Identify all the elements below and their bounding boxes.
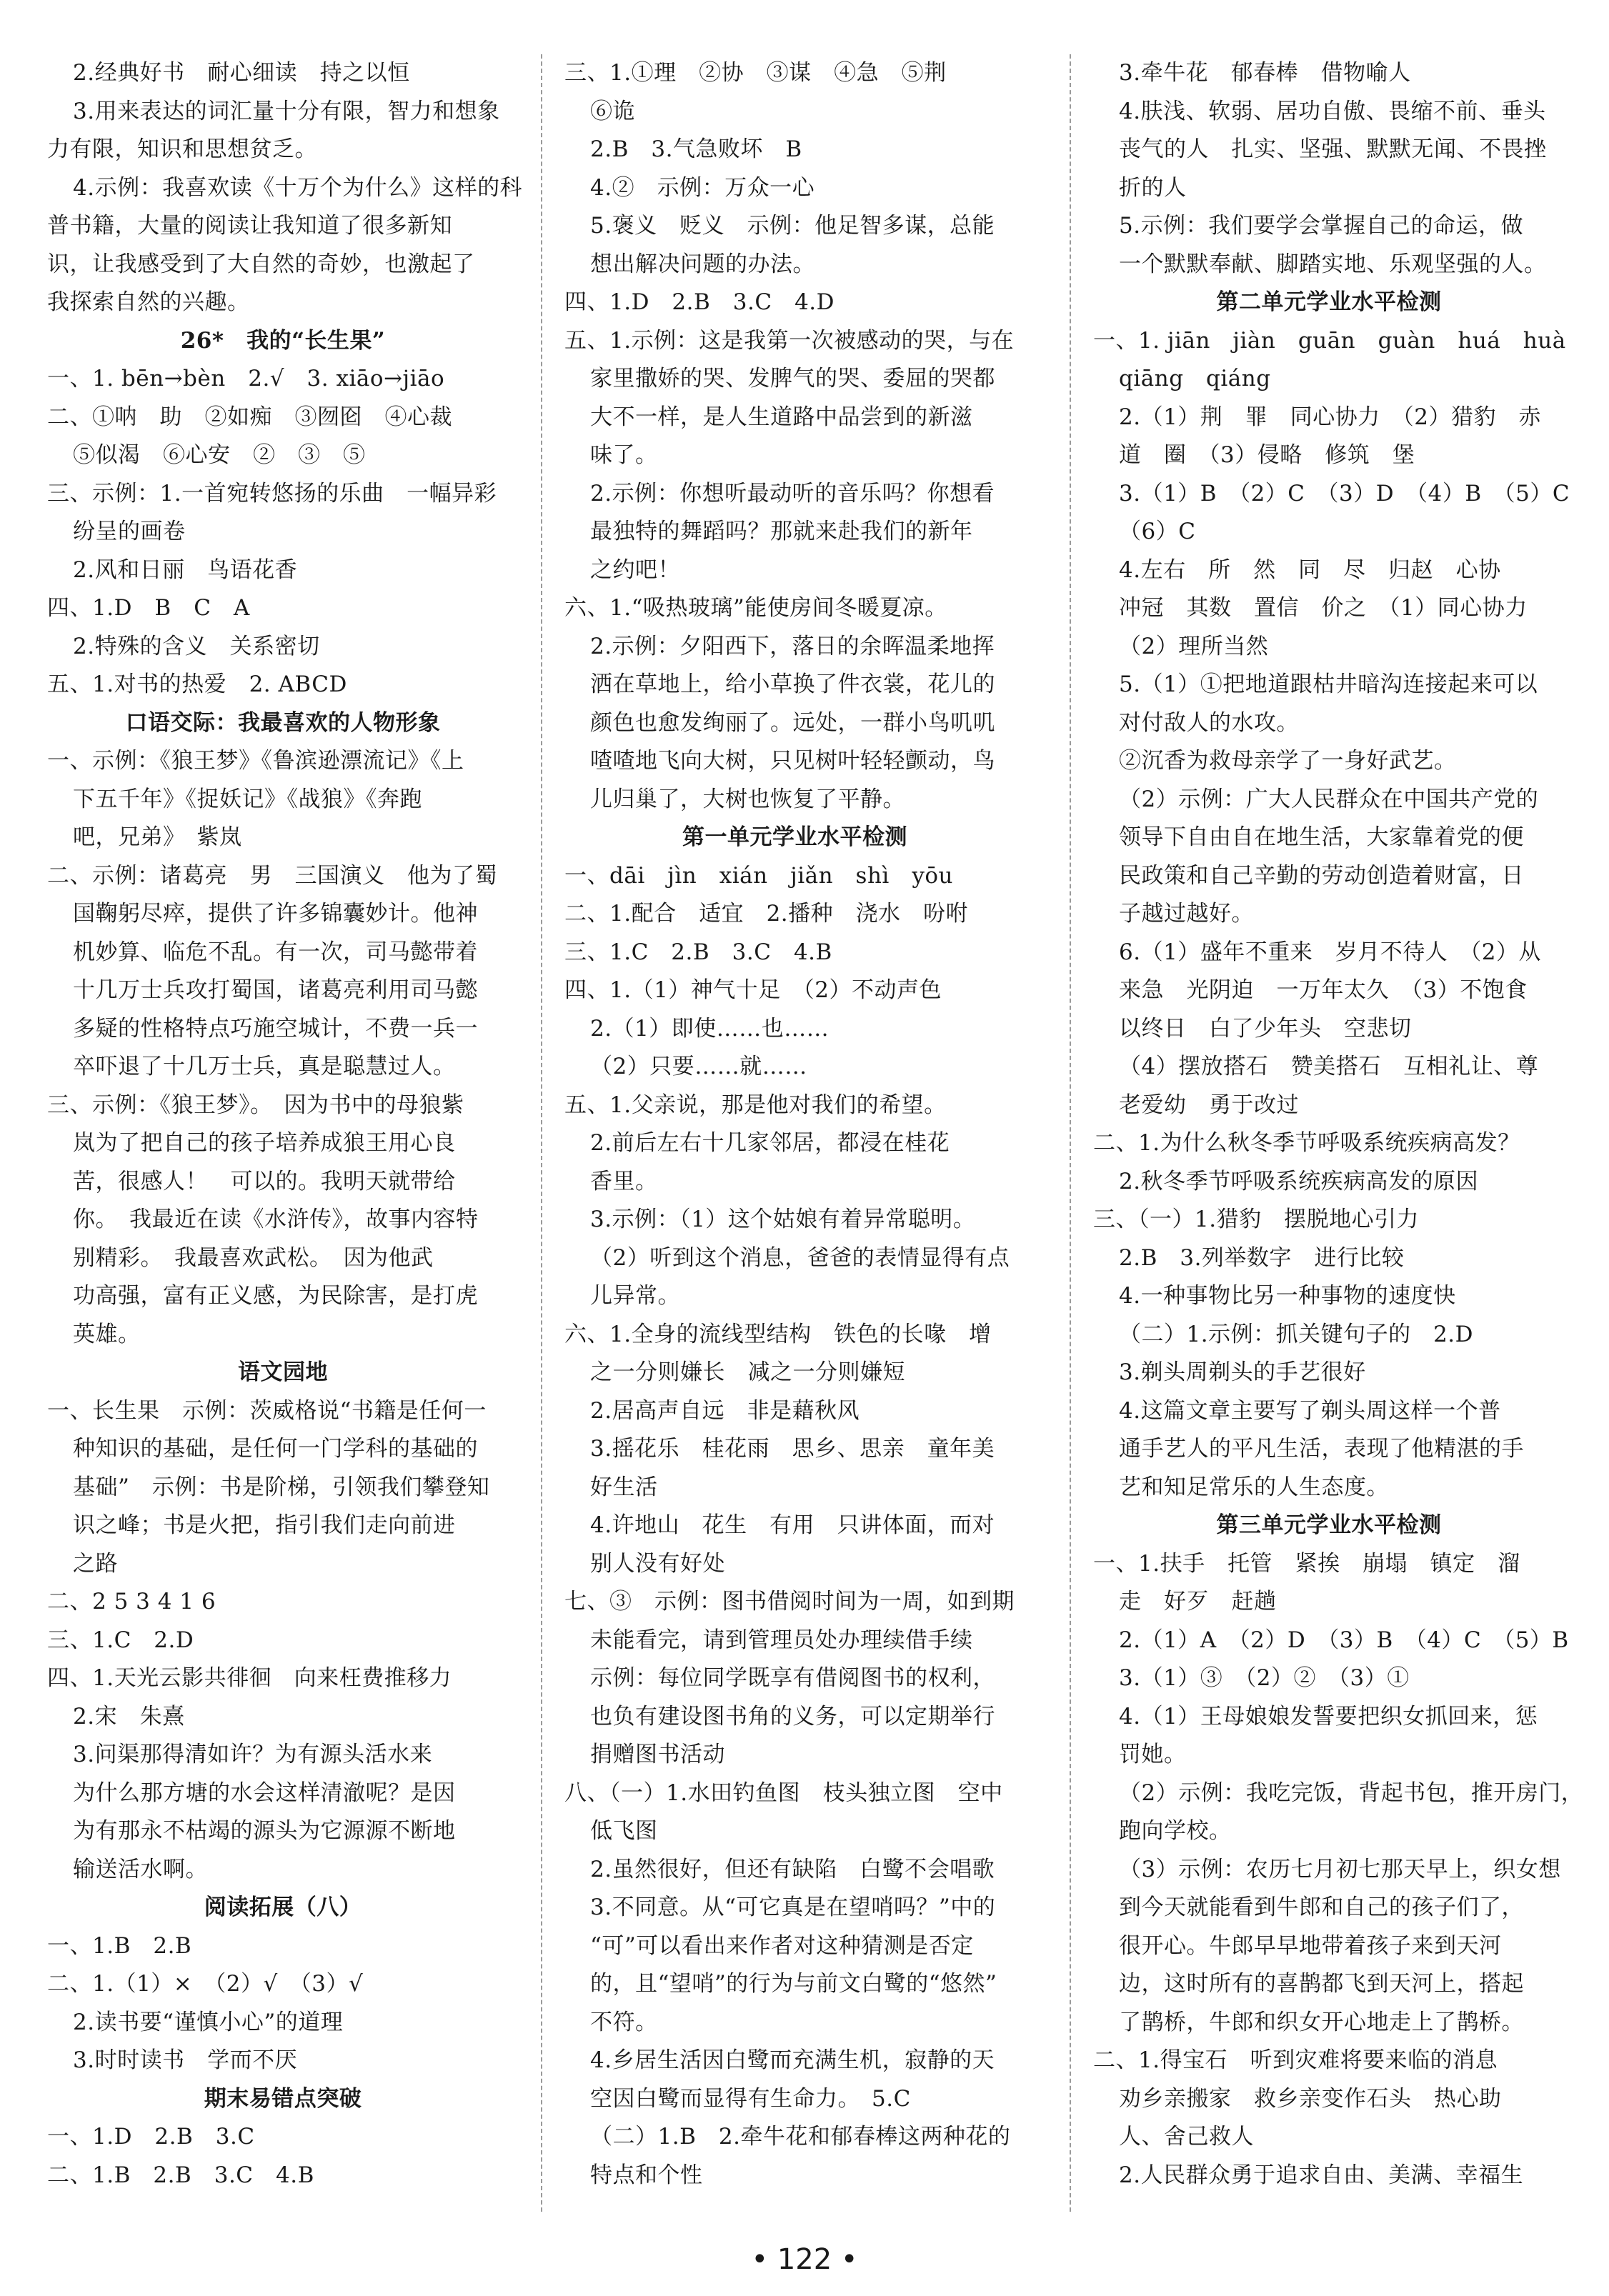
answer-line: 4.左右 所 然 同 尽 归赵 心协 <box>1119 556 1501 583</box>
answer-line: 卒吓退了十几万士兵，真是聪慧过人。 <box>73 1054 456 1079</box>
answer-line: 四、1.（1）神气十足 （2）不动声色 <box>564 977 942 1003</box>
answer-line: 识，让我感受到了大自然的奇妙，也激起了 <box>47 251 475 277</box>
answer-line: 2.示例：你想听最动听的音乐吗？你想看 <box>590 480 995 506</box>
answer-line: 功高强，富有正义感，为民除害，是打虎 <box>73 1283 478 1309</box>
answer-line: 为有那永不枯竭的源头为它源源不断地 <box>73 1818 456 1844</box>
answer-line: （2）理所当然 <box>1119 633 1269 659</box>
answer-line: 一、示例：《狼王梦》《鲁滨逊漂流记》《上 <box>47 748 464 774</box>
answer-line: 2.宋 朱熹 <box>73 1703 185 1730</box>
answer-line: 特点和个性 <box>590 2162 703 2188</box>
answer-line: 也负有建设图书角的义务，可以定期举行 <box>590 1703 995 1730</box>
answer-line: 一、1. jiān jiàn guān guàn huá huà <box>1093 327 1566 354</box>
answer-line: （4）摆放搭石 赞美搭石 互相礼让、尊 <box>1119 1054 1539 1079</box>
answer-line: 2.居高声自远 非是藉秋风 <box>590 1397 860 1424</box>
answer-line: qiāng qiáng <box>1119 366 1271 391</box>
answer-line: 老爱幼 勇于改过 <box>1119 1092 1299 1118</box>
answer-line: （2）示例：广大人民群众在中国共产党的 <box>1119 786 1539 812</box>
answer-line: 4.② 示例：万众一心 <box>590 174 815 201</box>
answer-line: 2.前后左右十几家邻居，都浸在桂花 <box>590 1130 950 1156</box>
answer-line: 3.（1）B （2）C （3）D （4）B （5）C <box>1119 480 1570 506</box>
answer-line: 三、1.①理 ②协 ③谋 ④急 ⑤荆 <box>564 60 947 86</box>
answer-line: 儿异常。 <box>590 1283 680 1309</box>
answer-line: 走 好歹 赶趟 <box>1119 1589 1277 1614</box>
section-heading: 第一单元学业水平检测 <box>682 824 907 850</box>
answer-line: 五、1.父亲说，那是他对我们的希望。 <box>564 1092 947 1118</box>
page-number: • 122 • <box>751 2243 858 2276</box>
answer-line: 下五千年》《捉妖记》《战狼》《奔跑 <box>73 786 422 812</box>
answer-line: 别人没有好处 <box>590 1550 725 1577</box>
answer-line: 折的人 <box>1119 174 1187 201</box>
answer-line: 好生活 <box>590 1474 658 1500</box>
answer-line: 一、长生果 示例：茨威格说“书籍是任何一 <box>47 1397 487 1424</box>
answer-line: “可”可以看出来作者对这种猜测是否定 <box>590 1932 974 1959</box>
answer-line: 想出解决问题的办法。 <box>590 251 815 277</box>
answer-line: 颜色也愈发绚丽了。远处，一群小鸟叽叽 <box>590 709 995 736</box>
answer-line: ②沉香为救母亲学了一身好武艺。 <box>1119 748 1457 774</box>
answer-line: 机妙算、临危不乱。有一次，司马懿带着 <box>73 939 478 965</box>
answer-line: 五、1.对书的热爱 2. ABCD <box>47 672 347 697</box>
answer-line: 2.秋冬季节呼吸系统疾病高发的原因 <box>1119 1168 1479 1194</box>
answer-line: 岚为了把自己的孩子培养成狼王用心良 <box>73 1130 456 1156</box>
answer-line: 通手艺人的平凡生活，表现了他精湛的手 <box>1119 1436 1524 1462</box>
section-heading: 阅读拓展（八） <box>204 1895 362 1920</box>
section-heading: 口语交际：我最喜欢的人物形象 <box>125 709 441 736</box>
answer-line: 英雄。 <box>73 1321 141 1347</box>
answer-line: 二、1.为什么秋冬季节呼吸系统疾病高发？ <box>1093 1130 1520 1156</box>
answer-line: 4.这篇文章主要写了剃头周这样一个普 <box>1119 1397 1501 1424</box>
answer-line: 洒在草地上，给小草换了件衣裳，花儿的 <box>590 672 995 697</box>
answer-line: 2.（1）A （2）D （3）B （4）C （5）B <box>1119 1627 1569 1653</box>
answer-line: 3.（1）③ （2）② （3）① <box>1119 1665 1410 1691</box>
answer-line: 六、1.“吸热玻璃”能使房间冬暖夏凉。 <box>564 595 947 621</box>
answer-line: 4.许地山 花生 有用 只讲体面，而对 <box>590 1512 995 1538</box>
answer-line: 家里撒娇的哭、发脾气的哭、委屈的哭都 <box>590 366 995 391</box>
answer-line: 来急 光阴迫 一万年太久 （3）不饱食 <box>1119 977 1528 1003</box>
answer-line: 3.时时读书 学而不厌 <box>73 2047 298 2073</box>
answer-line: 一、dāi jìn xián jiǎn shì yōu <box>564 862 953 889</box>
answer-line: 3.摇花乐 桂花雨 思乡、思亲 童年美 <box>590 1436 995 1462</box>
answer-line: 三、1.C 2.B 3.C 4.B <box>564 939 832 965</box>
answer-line: 五、1.示例：这是我第一次被感动的哭，与在 <box>564 327 1015 354</box>
answer-line: 2.人民群众勇于追求自由、美满、幸福生 <box>1119 2162 1524 2188</box>
answer-line: （2）示例：我吃完饭，背起书包，推开房门， <box>1119 1780 1584 1806</box>
answer-line: 3.剃头周剃头的手艺很好 <box>1119 1359 1366 1385</box>
answer-line: 二、1.配合 适宜 2.播种 浇水 吩咐 <box>564 901 969 927</box>
answer-line: 国鞠躬尽瘁，提供了许多锦囊妙计。他神 <box>73 901 478 927</box>
answer-line: （6）C <box>1119 519 1196 544</box>
answer-line: 2.读书要“谨慎小心”的道理 <box>73 2009 344 2035</box>
answer-line: 未能看完，请到管理员处办理续借手续 <box>590 1627 973 1653</box>
section-heading: 26* 我的“长生果” <box>180 327 386 354</box>
answer-line: 三、1.C 2.D <box>47 1627 194 1653</box>
answer-line: 为什么那方塘的水会这样清澈呢？是因 <box>73 1780 456 1806</box>
answer-line: 吧，兄弟》 紫岚 <box>73 824 242 850</box>
answer-line: 罚她。 <box>1119 1742 1187 1767</box>
answer-line: 子越过越好。 <box>1119 901 1254 927</box>
answer-line: 别精彩。 我最喜欢武松。 因为他武 <box>73 1244 434 1271</box>
section-heading: 语文园地 <box>238 1359 328 1385</box>
answer-line: 输送活水啊。 <box>73 1856 208 1882</box>
answer-line: 2.B 3.气急败坏 B <box>590 136 802 162</box>
answer-line: 空因白鹭而显得有生命力。 5.C <box>590 2085 911 2112</box>
answer-line: 儿归巢了，大树也恢复了平静。 <box>590 786 905 812</box>
answer-line: 大不一样，是人生道路中品尝到的新滋 <box>590 404 973 430</box>
answer-line: 一、1.B 2.B <box>47 1932 192 1959</box>
answer-line: 4.肤浅、软弱、居功自傲、畏缩不前、垂头 <box>1119 98 1546 124</box>
answer-line: 低飞图 <box>590 1818 658 1844</box>
answer-line: 基础” 示例：书是阶梯，引领我们攀登知 <box>73 1474 490 1500</box>
answer-line: 一、1.扶手 托管 紧挨 崩塌 镇定 溜 <box>1093 1550 1520 1577</box>
answer-line: ⑤似渴 ⑥心安 ② ③ ⑤ <box>73 442 366 468</box>
answer-line: 多疑的性格特点巧施空城计，不费一兵一 <box>73 1015 478 1042</box>
answer-line: （二）1.B 2.牵牛花和郁春棒这两种花的 <box>590 2124 1011 2150</box>
answer-line: 苦，很感人！ 可以的。我明天就带给 <box>73 1168 456 1194</box>
answer-line: 三、示例：《狼王梦》。 因为书中的母狼紫 <box>47 1092 464 1118</box>
answer-line: 纷呈的画卷 <box>73 519 186 544</box>
answer-line: 3.问渠那得清如许？为有源头活水来 <box>73 1742 433 1767</box>
answer-line: 劝乡亲搬家 救乡亲变作石头 热心助 <box>1119 2085 1502 2112</box>
answer-line: 丧气的人 扎实、坚强、默默无闻、不畏挫 <box>1119 136 1547 162</box>
answer-line: 示例：每位同学既享有借阅图书的权利， <box>590 1665 995 1691</box>
answer-line: 道 圈 （3）侵略 修筑 堡 <box>1119 442 1415 468</box>
answer-line: 一、1. bēn→bèn 2.√ 3. xiāo→jiāo <box>47 366 445 391</box>
answer-line: 之路 <box>73 1550 118 1577</box>
answer-line: 2.特殊的含义 关系密切 <box>73 633 320 659</box>
answer-line: 4.一种事物比另一种事物的速度快 <box>1119 1283 1456 1309</box>
answer-line: 人、舍己救人 <box>1119 2124 1254 2150</box>
column-divider <box>541 54 542 2212</box>
answer-column-left <box>47 54 523 2195</box>
answer-line: 喳喳地飞向大树，只见树叶轻轻颤动，鸟 <box>590 748 995 774</box>
answer-line: 二、1.B 2.B 3.C 4.B <box>47 2162 314 2188</box>
answer-line: 捐赠图书活动 <box>590 1742 725 1767</box>
answer-line: 普书籍，大量的阅读让我知道了很多新知 <box>47 213 452 239</box>
answer-line: 2.示例：夕阳西下，落日的余晖温柔地挥 <box>590 633 995 659</box>
answer-line: 之约吧！ <box>590 556 680 583</box>
answer-line: （二）1.示例：抓关键句子的 2.D <box>1119 1321 1474 1347</box>
answer-line: 2.（1）即使……也…… <box>590 1015 830 1042</box>
section-heading: 期末易错点突破 <box>204 2085 362 2112</box>
answer-line: 冲冠 其数 置信 价之 （1）同心协力 <box>1119 595 1528 621</box>
answer-line: 对付敌人的水攻。 <box>1119 709 1299 736</box>
answer-line: （3）示例：农历七月初七那天早上，织女想 <box>1119 1856 1561 1882</box>
answer-line: 艺和知足常乐的人生态度。 <box>1119 1474 1389 1500</box>
answer-line: 3.示例：（1）这个姑娘有着异常聪明。 <box>590 1207 976 1232</box>
answer-line: 我探索自然的兴趣。 <box>47 289 250 315</box>
answer-column-right <box>1093 54 1584 2195</box>
answer-line: 5.褒义 贬义 示例：他足智多谋，总能 <box>590 213 995 239</box>
answer-line: 4.示例：我喜欢读《十万个为什么》这样的科 <box>73 174 523 201</box>
answer-line: 3.用来表达的词汇量十分有限，智力和想象 <box>73 98 500 124</box>
answer-line: 民政策和自己辛勤的劳动创造着财富，日 <box>1119 862 1524 889</box>
section-heading: 第三单元学业水平检测 <box>1216 1512 1442 1538</box>
answer-line: 5.示例：我们要学会掌握自己的命运，做 <box>1119 213 1524 239</box>
answer-line: 2.B 3.列举数字 进行比较 <box>1119 1244 1405 1271</box>
answer-line: 最独特的舞蹈吗？那就来赴我们的新年 <box>590 519 973 544</box>
answer-line: 四、1.天光云影共徘徊 向来枉费推移力 <box>47 1665 452 1691</box>
answer-line: 领导下自由自在地生活，大家靠着党的便 <box>1119 824 1524 850</box>
answer-line: 的，且“望哨”的行为与前文白鹭的“悠然” <box>590 1971 997 1997</box>
answer-line: 香里。 <box>590 1168 658 1194</box>
answer-line: （2）只要……就…… <box>590 1054 807 1079</box>
answer-line: 5.（1）①把地道跟枯井暗沟连接起来可以 <box>1119 672 1538 697</box>
answer-line: 二、1.（1）× （2）√ （3）√ <box>47 1971 364 1997</box>
answer-line: 二、1.得宝石 听到灾难将要来临的消息 <box>1093 2047 1498 2073</box>
answer-line: 三、（一）1.猎豹 摆脱地心引力 <box>1093 1207 1420 1232</box>
answer-line: 很开心。牛郎早早地带着孩子来到天河 <box>1119 1932 1502 1959</box>
answer-line: 三、示例：1.一首宛转悠扬的乐曲 一幅异彩 <box>47 480 497 506</box>
answer-line: 2.风和日丽 鸟语花香 <box>73 556 298 583</box>
answer-line: 识之峰；书是火把，指引我们走向前进 <box>73 1512 456 1538</box>
column-divider <box>1070 54 1071 2212</box>
answer-line: 跑向学校。 <box>1119 1818 1232 1844</box>
answer-line: 2.虽然很好，但还有缺陷 白鹭不会唱歌 <box>590 1856 995 1882</box>
answer-line: （2）听到这个消息，爸爸的表情显得有点 <box>590 1244 1010 1271</box>
answer-line: 以终日 白了少年头 空悲切 <box>1119 1015 1412 1042</box>
answer-line: 边，这时所有的喜鹊都飞到天河上，搭起 <box>1119 1971 1524 1997</box>
answer-line: 四、1.D 2.B 3.C 4.D <box>564 289 835 315</box>
answer-line: 4.（1）王母娘娘发誓要把织女抓回来，惩 <box>1119 1703 1538 1730</box>
answer-line: ⑥诡 <box>590 98 635 124</box>
answer-line: 八、（一）1.水田钓鱼图 枝头独立图 空中 <box>564 1780 1003 1806</box>
answer-line: 七、③ 示例：图书借阅时间为一周，如到期 <box>564 1589 1015 1614</box>
answer-line: 味了。 <box>590 442 658 468</box>
answer-line: 3.不同意。从“可它真是在望哨吗？”中的 <box>590 1895 996 1920</box>
answer-line: 种知识的基础，是任何一门学科的基础的 <box>73 1436 478 1462</box>
answer-line: 到今天就能看到牛郎和自己的孩子们了， <box>1119 1895 1524 1920</box>
answer-line: 力有限，知识和思想贫乏。 <box>47 136 317 162</box>
section-heading: 第二单元学业水平检测 <box>1216 289 1442 315</box>
answer-line: 二、示例：诸葛亮 男 三国演义 他为了蜀 <box>47 862 497 889</box>
answer-line: 了鹊桥，牛郎和织女开心地走上了鹊桥。 <box>1119 2009 1524 2035</box>
answer-line: 二、①呐 助 ②如痴 ③囫囵 ④心裁 <box>47 404 452 430</box>
answer-line: 二、2 5 3 4 1 6 <box>47 1589 216 1614</box>
answer-line: 一、1.D 2.B 3.C <box>47 2124 255 2150</box>
answer-line: 六、1.全身的流线型结构 铁色的长喙 增 <box>564 1321 992 1347</box>
answer-line: 四、1.D B C A <box>47 595 250 621</box>
answer-line: 你。 我最近在读《水浒传》，故事内容特 <box>73 1207 479 1232</box>
answer-line: 6.（1）盛年不重来 岁月不待人 （2）从 <box>1119 939 1542 965</box>
answer-line: 4.乡居生活因白鹭而充满生机，寂静的天 <box>590 2047 995 2073</box>
answer-line: 2.（1）荆 罪 同心协力 （2）猎豹 赤 <box>1119 404 1542 430</box>
answer-line: 2.经典好书 耐心细读 持之以恒 <box>73 60 410 86</box>
answer-line: 之一分则嫌长 减之一分则嫌短 <box>590 1359 905 1385</box>
answer-line: 一个默默奉献、脚踏实地、乐观坚强的人。 <box>1119 251 1547 277</box>
answer-line: 十几万士兵攻打蜀国，诸葛亮利用司马懿 <box>73 977 478 1003</box>
answer-column-middle <box>564 54 1025 2195</box>
answer-line: 不符。 <box>590 2009 658 2035</box>
answer-line: 3.牵牛花 郁春棒 借物喻人 <box>1119 60 1411 86</box>
